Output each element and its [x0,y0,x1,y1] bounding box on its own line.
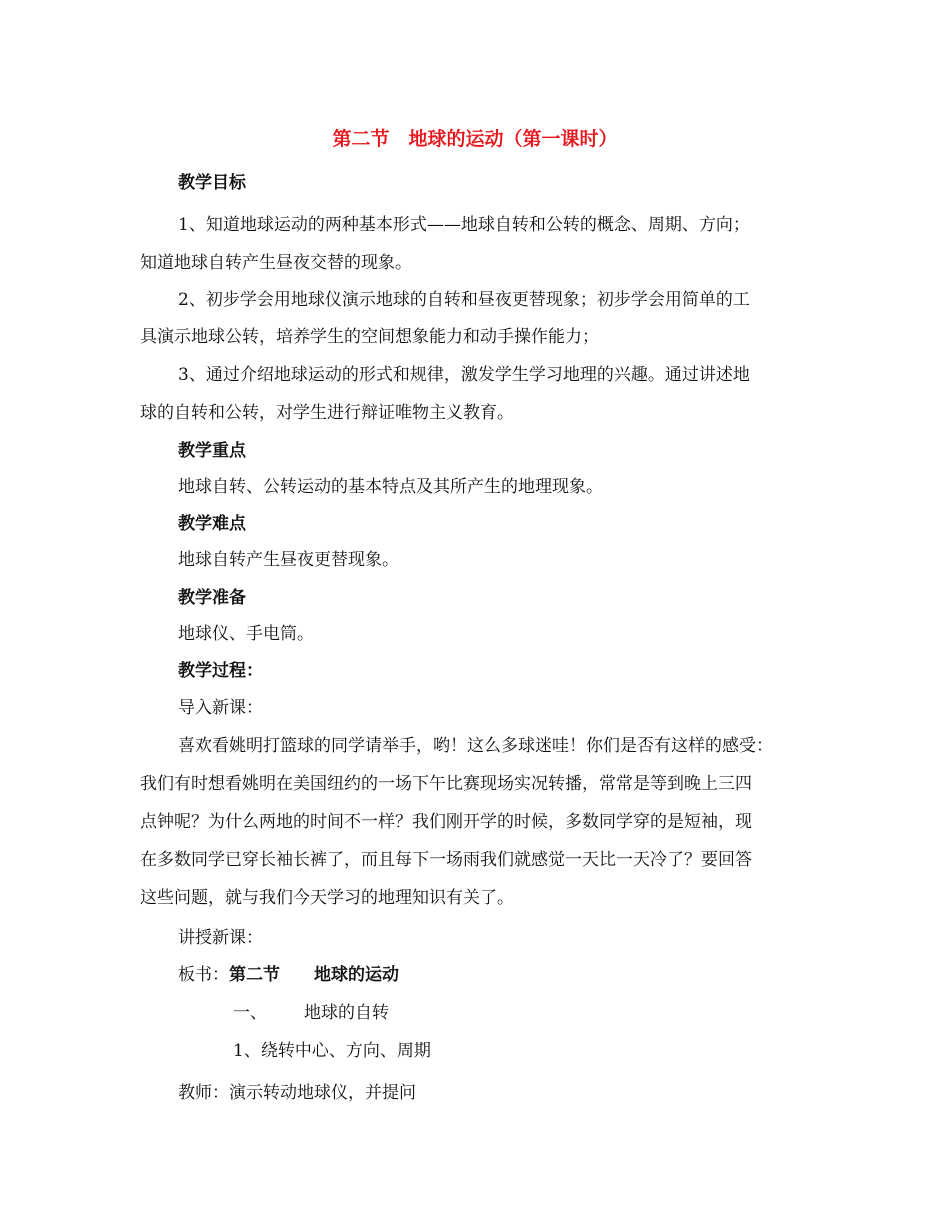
intro-line-4: 在多数同学已穿长袖长裤了，而且每下一场雨我们就感觉一天比一天冷了？要回答 [140,850,752,870]
board-label: 板书： [178,965,229,985]
section-title: 地球的自转 [304,1003,389,1023]
objective-3-line-1: 3、通过介绍地球运动的形式和规律，激发学生学习地理的兴趣。通过讲述地 [178,365,750,385]
board-line [178,964,399,986]
sub-item: 1、绕转中心、方向、周期 [233,1041,431,1061]
new-lesson-label: 讲授新课： [178,928,263,948]
page-title: 第二节 地球的运动（第一课时） [332,128,618,150]
intro-line-3: 点钟呢？为什么两地的时间不一样？我们刚开学的时候，多数同学穿的是短袖，现 [140,812,752,832]
board-title: 第二节 地球的运动 [229,965,399,985]
intro-line-2: 我们有时想看姚明在美国纽约的一场下午比赛现场实况转播，常常是等到晚上三四 [140,774,752,794]
objective-3-line-2: 球的自转和公转，对学生进行辩证唯物主义教育。 [140,403,514,423]
teacher-line: 教师：演示转动地球仪，并提问 [178,1083,416,1103]
process-heading: 教学过程： [178,661,263,681]
objective-1-line-2: 知道地球自转产生昼夜交替的现象。 [140,253,412,273]
intro-line-1: 喜欢看姚明打篮球的同学请举手，哟！这么多球迷哇！你们是否有这样的感受： [178,736,773,756]
intro-line-5: 这些问题，就与我们今天学习的地理知识有关了。 [140,888,514,908]
key-points-text: 地球自转、公转运动的基本特点及其所产生的地理现象。 [178,477,603,497]
intro-label: 导入新课： [178,698,263,718]
difficulties-heading: 教学难点 [178,514,246,534]
objective-2-line-2: 具演示地球公转，培养学生的空间想象能力和动手操作能力； [140,327,599,347]
preparation-text: 地球仪、手电筒。 [178,624,314,644]
objective-2-line-1: 2、初步学会用地球仪演示地球的自转和昼夜更替现象；初步学会用简单的工 [178,290,750,310]
preparation-heading: 教学准备 [178,588,246,608]
section-number: 一、 [233,1003,267,1023]
key-points-heading: 教学重点 [178,441,246,461]
objectives-heading: 教学目标 [178,173,246,193]
difficulties-text: 地球自转产生昼夜更替现象。 [178,550,399,570]
objective-1-line-1: 1、知道地球运动的两种基本形式——地球自转和公转的概念、周期、方向； [178,215,750,235]
